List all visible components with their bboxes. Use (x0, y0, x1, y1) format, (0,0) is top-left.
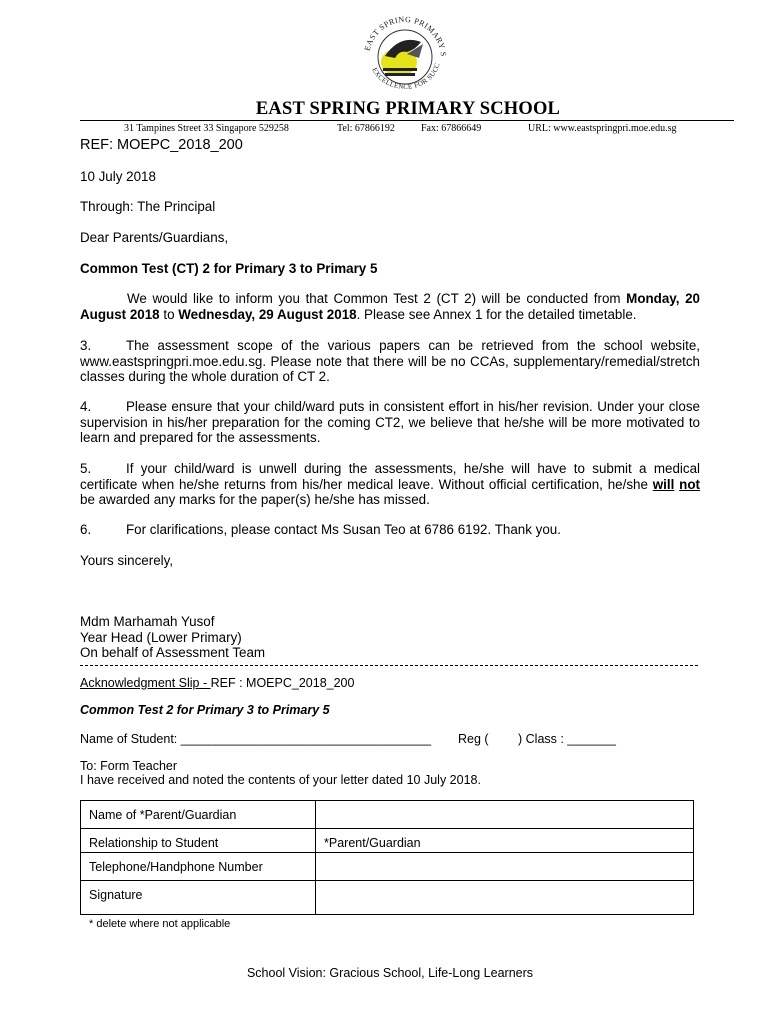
class-field[interactable]: ) Class : _______ (518, 732, 616, 746)
slip-title-label: Acknowledgment Slip - (80, 676, 211, 690)
para2-end-date: Wednesday, 29 August 2018 (178, 306, 357, 322)
table-row (81, 853, 694, 881)
letter-closing: Yours sincerely, (80, 553, 174, 568)
row-label: Relationship to Student (81, 829, 316, 853)
school-logo (355, 14, 455, 98)
phone-input[interactable] (316, 853, 694, 881)
paragraph-2 (80, 291, 700, 322)
school-name: EAST SPRING PRIMARY SCHOOL (255, 99, 561, 119)
reg-field[interactable]: Reg ( (458, 732, 489, 746)
school-crest-icon (355, 14, 455, 98)
paragraph-3 (80, 338, 700, 385)
table-row (81, 881, 694, 915)
para5-number: 5. (80, 461, 92, 476)
letter-ref: REF: MOEPC_2018_200 (80, 137, 243, 153)
row-label: Signature (81, 881, 316, 915)
para5-not: not (679, 476, 700, 492)
header-address: 31 Tampines Street 33 Singapore 529258 (124, 123, 289, 134)
slip-ref: REF : MOEPC_2018_200 (210, 676, 355, 690)
para4-text: Please ensure that your child/ward puts in consistent effort in his/her revision. Under your close supervision in his/her preparation for the coming CT2, we believe that he/she will be more motivated to learn and prepared for the assessments. (80, 399, 700, 446)
header-tel: Tel: 67866192 (337, 123, 395, 134)
school-vision: School Vision: Gracious School, Life-Long Learners (246, 966, 534, 980)
relationship-input[interactable]: *Parent/Guardian (316, 829, 694, 853)
paragraph-6 (80, 522, 700, 538)
para2-text: We would like to inform you that Common Test 2 (CT 2) will be conducted from (127, 291, 627, 306)
para5-text: If your child/ward is unwell during the assessments, he/she will have to submit a medical certificate when he/she returns from his/her medical leave. Without official certification, he/she (80, 461, 700, 492)
logo-ring-text: EAST SPRING PRIMARY S (362, 14, 449, 58)
letter-through: Through: The Principal (80, 199, 216, 214)
paragraph-4 (80, 399, 700, 446)
header-url: URL: www.eastspringpri.moe.edu.sg (528, 123, 677, 134)
para5-tail: be awarded any marks for the paper(s) he/she has missed. (80, 492, 430, 508)
parent-name-input[interactable] (316, 801, 694, 829)
letter-date: 10 July 2018 (80, 169, 156, 184)
slip-to: To: Form Teacher (80, 759, 178, 773)
letter-subject: Common Test (CT) 2 for Primary 3 to Primary 5 (80, 261, 378, 276)
table-row (81, 801, 694, 829)
para6-text: For clarifications, please contact Ms Susan Teo at 6786 6192. Thank you. (126, 522, 561, 537)
header-fax: Fax: 67866649 (421, 123, 482, 134)
delete-note: * delete where not applicable (89, 918, 231, 930)
para2-to: to (159, 306, 179, 322)
para6-number: 6. (80, 522, 92, 537)
para3-number: 3. (80, 338, 92, 353)
logo-motto-text: EXCELLENCE FOR SUCC (370, 62, 442, 91)
para2-tail: . Please see Annex 1 for the detailed timetable. (356, 306, 637, 322)
signatory-title: Year Head (Lower Primary) (80, 630, 242, 645)
parent-info-table (80, 800, 694, 915)
signatory-team: On behalf of Assessment Team (80, 645, 266, 660)
para5-will: will (652, 476, 675, 492)
signature-input[interactable] (316, 881, 694, 915)
letter-salutation: Dear Parents/Guardians, (80, 230, 229, 245)
slip-title (80, 676, 354, 690)
para2-start-date: Monday, 20 August 2018 (80, 291, 700, 322)
signatory-name: Mdm Marhamah Yusof (80, 614, 215, 629)
para3-text: The assessment scope of the various papers can be retrieved from the school website, www.eastspringpri.moe.edu.sg. Please note that there will be no CCAs, supplementary/remedial/stretch classes during the whole duration of CT 2. (80, 338, 700, 385)
tear-off-line (80, 665, 698, 666)
slip-subject: Common Test 2 for Primary 3 to Primary 5 (80, 703, 330, 717)
paragraph-5 (80, 461, 700, 508)
slip-received: I have received and noted the contents of your letter dated 10 July 2018. (80, 773, 481, 787)
para4-number: 4. (80, 399, 92, 414)
table-row (81, 829, 694, 853)
student-name-field[interactable]: Name of Student: ____________________________________ (80, 732, 432, 746)
header-rule (80, 120, 734, 121)
row-label: Name of *Parent/Guardian (81, 801, 316, 829)
row-label: Telephone/Handphone Number (81, 853, 316, 881)
